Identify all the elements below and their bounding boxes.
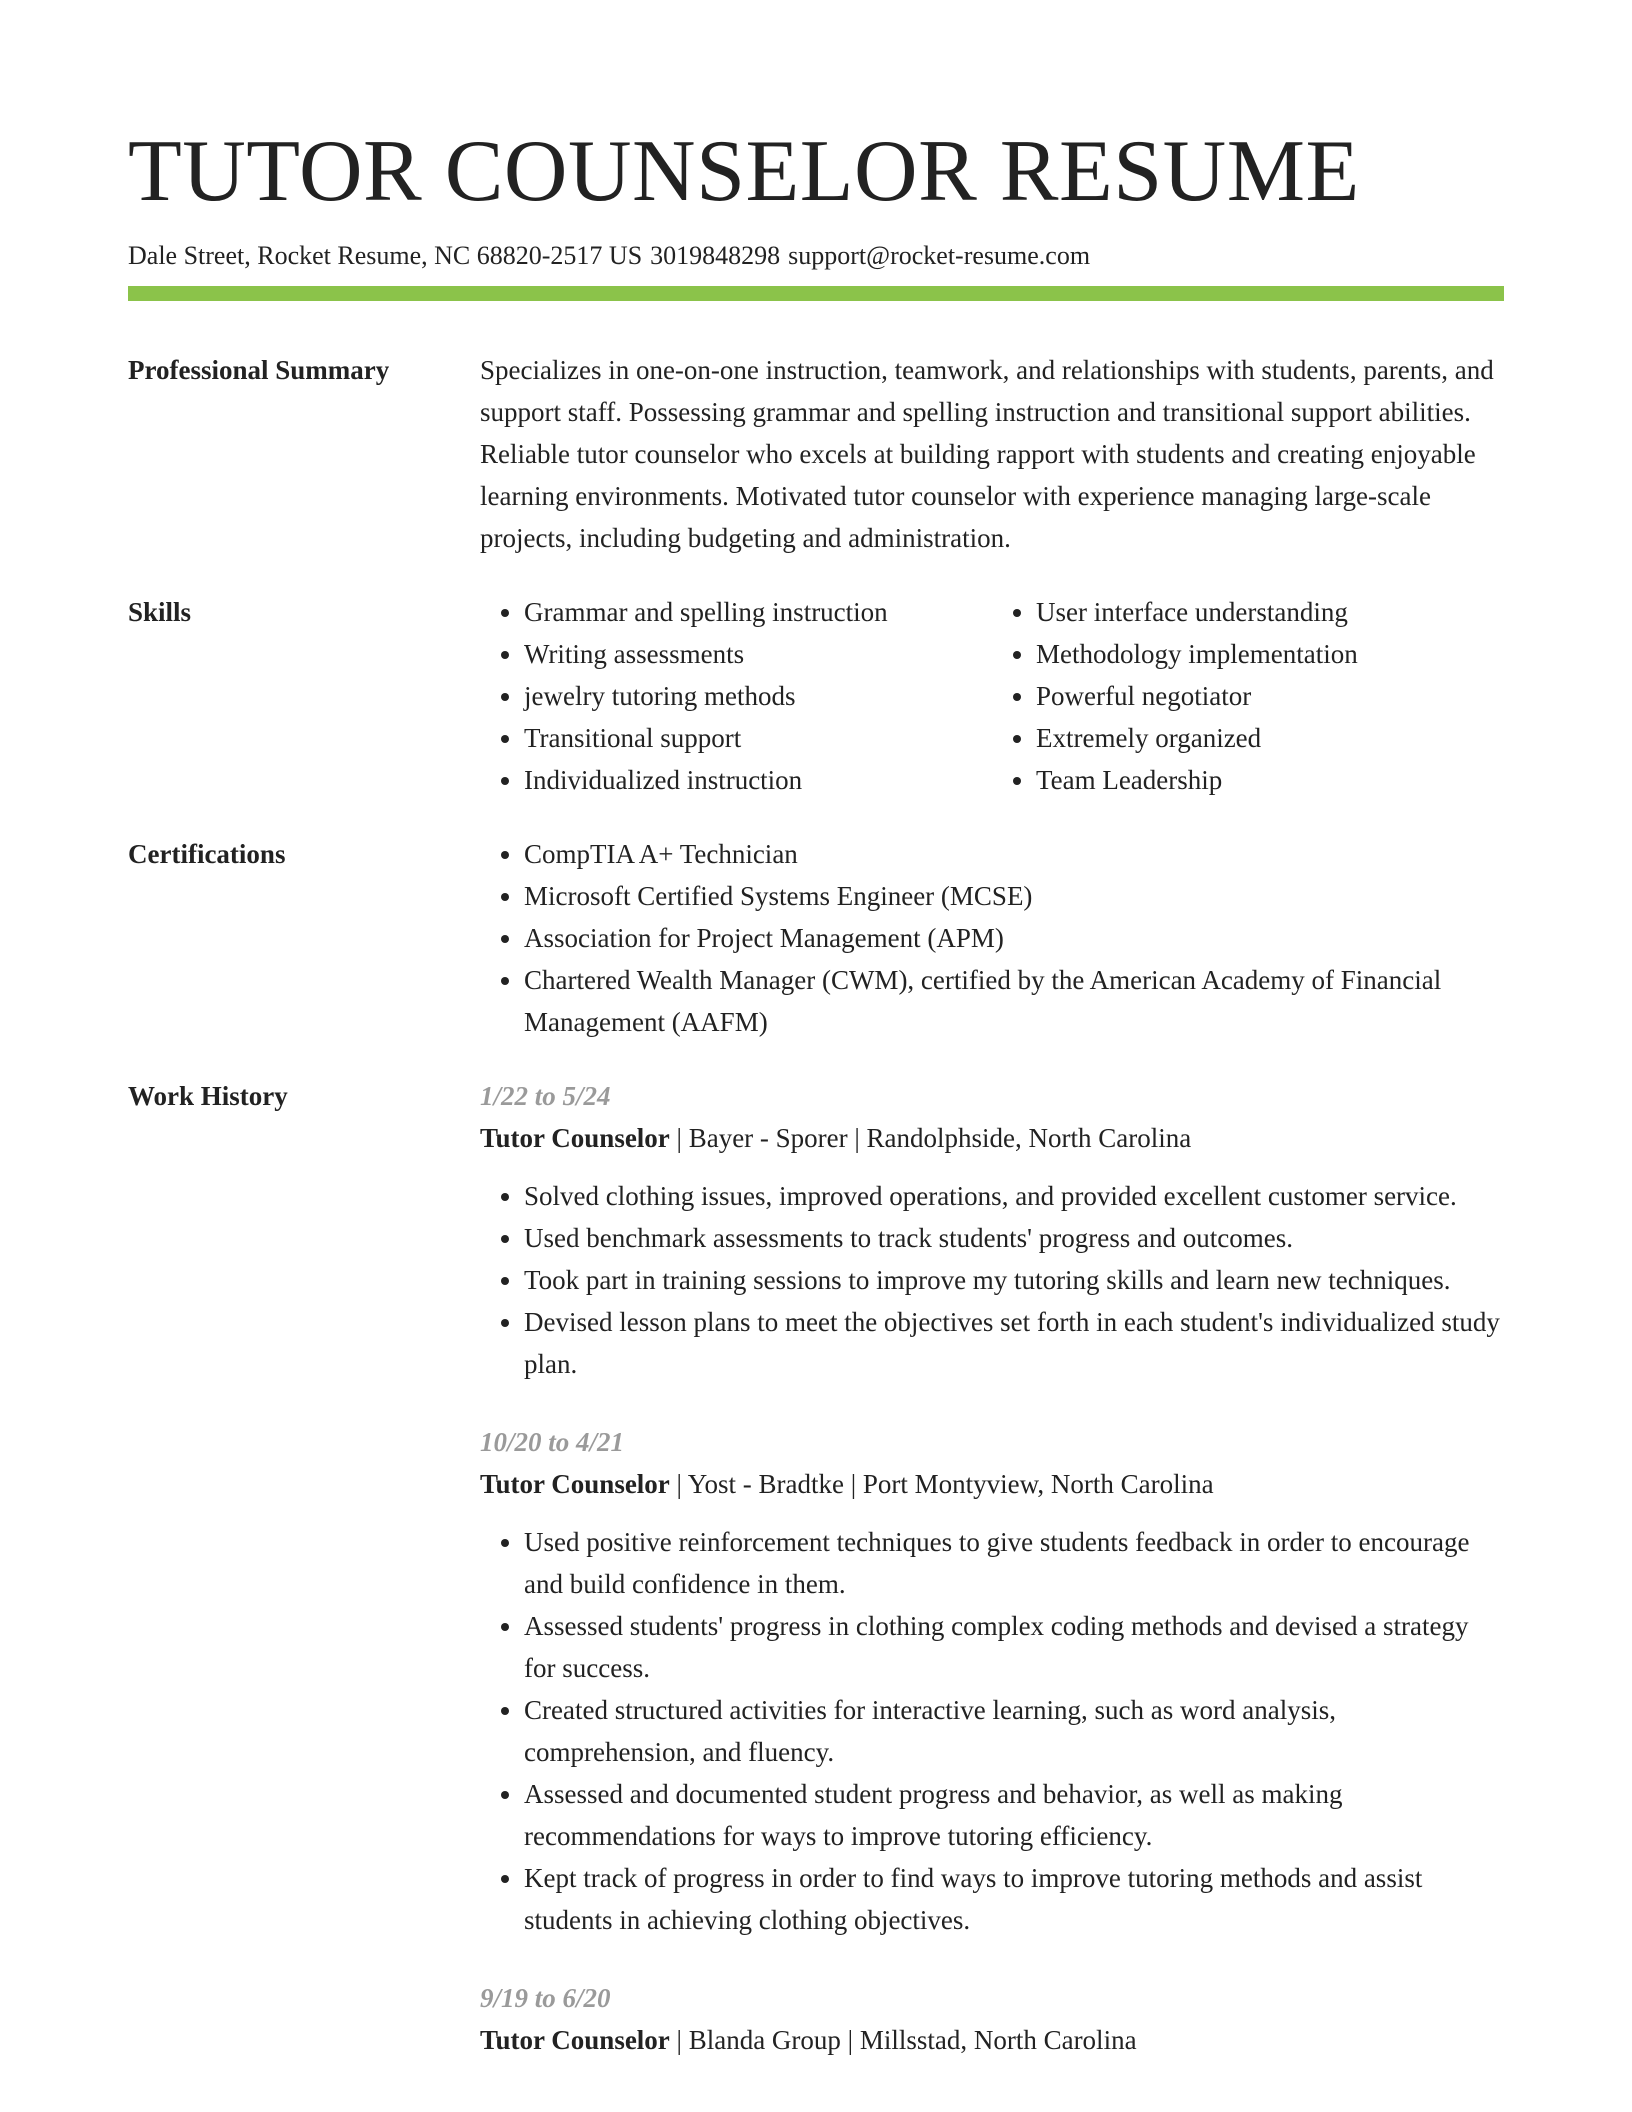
skill-item: • Grammar and spelling instruction [524,591,992,633]
job-details: | Bayer - Sporer | Randolphside, North Carolina [669,1123,1192,1153]
job-bullet: • Created structured activities for interactive learning, such as word analysis, comprehension, and fluency. [524,1689,1504,1773]
skills-list-right [992,591,1504,801]
job-bullet: • Used positive reinforcement techniques to give students feedback in order to encourage and build confidence in them. [524,1521,1504,1605]
skill-item: • jewelry tutoring methods [524,675,992,717]
contact-line [128,238,1504,274]
certifications-heading: Certifications [128,839,286,869]
job-dates: 1/22 to 5/24 [480,1081,611,1111]
skill-item: • Transitional support [524,717,992,759]
certification-item: • Microsoft Certified Systems Engineer (MCSE) [524,875,1504,917]
job-bullets [480,1175,1504,1385]
skills-body [480,591,1504,801]
job-bullet: • Assessed students' progress in clothing complex coding methods and devised a strategy for success. [524,1605,1504,1689]
page-title: TUTOR COUNSELOR RESUME [128,123,1360,220]
work-history-heading: Work History [128,1081,288,1111]
skill-item: • User interface understanding [1036,591,1504,633]
job-bullet: • Devised lesson plans to meet the objectives set forth in each student's individualized study plan. [524,1301,1504,1385]
job-bullet: • Assessed and documented student progress and behavior, as well as making recommendations for ways to improve tutoring efficiency. [524,1773,1504,1857]
skills-heading: Skills [128,597,192,627]
contact-address: Dale Street, Rocket Resume, NC 68820-2517 US [128,241,643,270]
header-divider [128,286,1504,301]
skill-item: • Powerful negotiator [1036,675,1504,717]
summary-heading: Professional Summary [128,355,390,385]
skill-item: • Team Leadership [1036,759,1504,801]
summary-body [480,349,1504,559]
summary-text: Specializes in one-on-one instruction, teamwork, and relationships with students, parents, and support staff. Possessing grammar and spelling instruction and transitional support abilities. Reliable tutor counselor who excels at building rapport with students and creating enjoyable learning environments. Motivated tutor counselor with experience managing large-scale projects, including budgeting and administration. [480,355,1494,553]
job-details: | Yost - Bradtke | Port Montyview, North Carolina [669,1469,1214,1499]
job-entry [480,1977,1504,2061]
skill-item: • Extremely organized [1036,717,1504,759]
job-bullets [480,1521,1504,1941]
job-title: Tutor Counselor [480,2025,670,2055]
skill-item: • Methodology implementation [1036,633,1504,675]
certifications-list [480,833,1504,1043]
job-bullet: • Kept track of progress in order to find ways to improve tutoring methods and assist students in achieving clothing objectives. [524,1857,1504,1941]
job-details: | Blanda Group | Millsstad, North Carolina [669,2025,1137,2055]
skills-list-left [480,591,992,801]
job-bullet: • Solved clothing issues, improved operations, and provided excellent customer service. [524,1175,1504,1217]
skills-columns [480,591,1504,801]
skill-item: • Writing assessments [524,633,992,675]
job-title-line [480,1117,1504,1159]
contact-phone: 3019848298 [650,241,781,270]
certifications-body [480,833,1504,1043]
job-title-line [480,2019,1504,2061]
work-history-body [480,1075,1504,2097]
job-title-line [480,1463,1504,1505]
job-bullet: • Used benchmark assessments to track students' progress and outcomes. [524,1217,1504,1259]
job-dates: 10/20 to 4/21 [480,1427,625,1457]
job-dates: 9/19 to 6/20 [480,1983,611,2013]
certification-item: • Association for Project Management (APM) [524,917,1504,959]
certification-item: • CompTIA A+ Technician [524,833,1504,875]
job-bullet: • Took part in training sessions to improve my tutoring skills and learn new techniques. [524,1259,1504,1301]
contact-email: support@rocket-resume.com [788,241,1091,270]
resume-header [128,118,1504,274]
job-title: Tutor Counselor [480,1469,670,1499]
job-entry [480,1421,1504,1941]
skill-item: • Individualized instruction [524,759,992,801]
job-title: Tutor Counselor [480,1123,670,1153]
job-entry [480,1075,1504,1385]
certification-item: • Chartered Wealth Manager (CWM), certified by the American Academy of Financial Management (AAFM) [524,959,1504,1043]
